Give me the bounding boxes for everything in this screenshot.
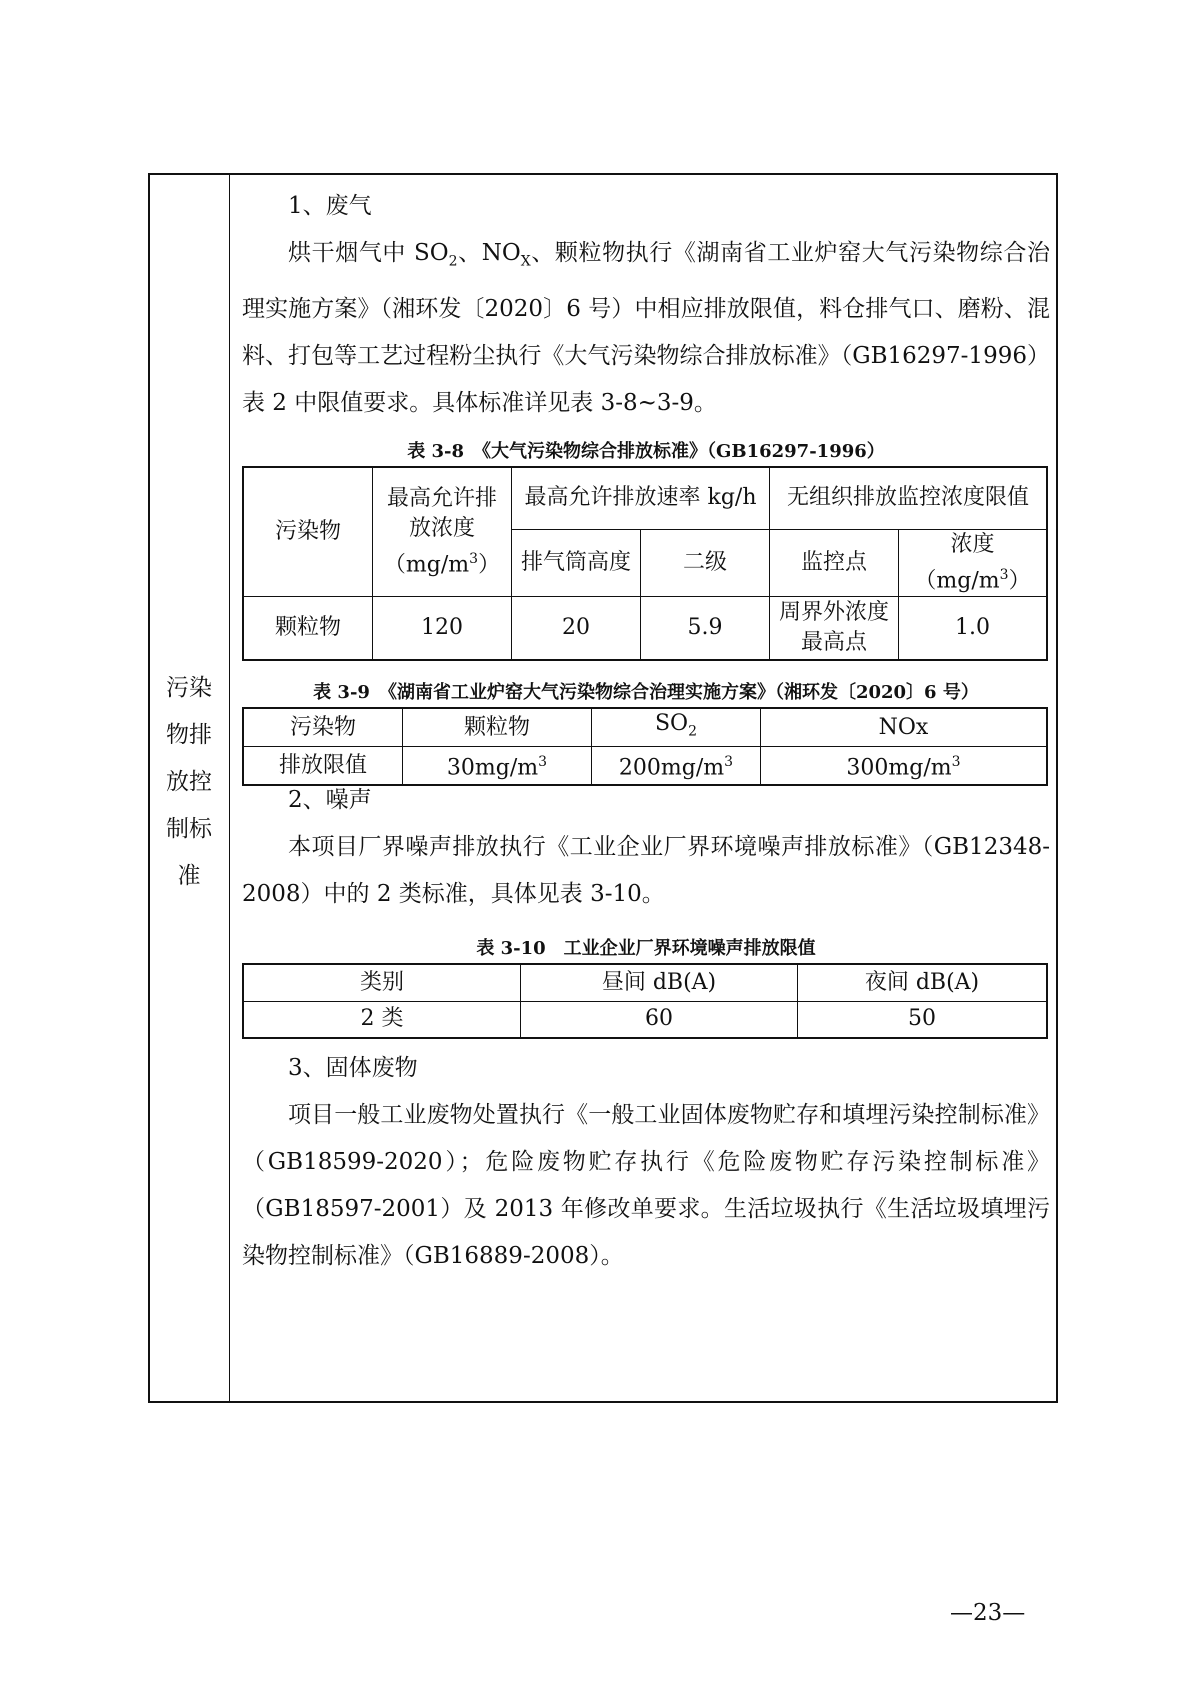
table-3-9 bbox=[242, 707, 1050, 786]
header-pollutant: 污染物 bbox=[243, 708, 403, 747]
category-column bbox=[150, 175, 230, 1401]
header-max-rate: 最高允许排放速率 kg/h bbox=[512, 467, 770, 529]
solid-waste-paragraph: 项目一般工业废物处置执行《一般工业固体废物贮存和填埋污染控制标准》（GB18599-2020）；危险废物贮存执行《危险废物贮存污染控制标准》（GB18597-2001）及 2013 年修改单要求。生活垃圾执行《生活垃圾填埋污染物控制标准》（GB16889-2008）。 bbox=[242, 1102, 1050, 1269]
table-3-8 bbox=[242, 466, 1050, 661]
table-3-8-caption: 表 3-8 《大气污染物综合排放标准》（GB16297-1996） bbox=[407, 441, 885, 462]
page-number: —23— bbox=[950, 1600, 1026, 1626]
table-3-9-caption: 表 3-9 《湖南省工业炉窑大气污染物综合治理实施方案》（湘环发〔2020〕6 号） bbox=[313, 682, 979, 703]
header-stack-height: 排气筒高度 bbox=[512, 529, 641, 596]
header-max-concentration: 最高允许排放浓度 $(mg/m^3)$ bbox=[373, 467, 512, 596]
noise-paragraph: 本项目厂界噪声排放执行《工业企业厂界环境噪声排放标准》（GB12348-2008）中的 2 类标准，具体见表 3-10。 bbox=[242, 834, 1050, 907]
section-heading-solid-waste: 3、固体废物 bbox=[288, 1055, 418, 1081]
table-3-10-caption: 表 3-10 工业企业厂界环境噪声排放限值 bbox=[476, 938, 816, 959]
header-unorganized-limit: 无组织排放监控浓度限值 bbox=[770, 467, 1048, 529]
section-waste-gas bbox=[242, 183, 1050, 427]
table-3-10 bbox=[242, 963, 1050, 1039]
table-row: 2 类 60 50 bbox=[243, 1001, 1047, 1038]
header-so2: $SO_2$ bbox=[592, 708, 761, 747]
waste-gas-paragraph: 烘干烟气中 $SO_2$、$NO_X$、颗粒物执行《湖南省工业炉窑大气污染物综合治理实施方案》（湘环发〔2020〕6 号）中相应排放限值，料仓排气口、磨粉、混料、打包等工艺过程粉尘执行《大气污染物综合排放标准》（GB16297-1996）表 2 中限值要求。具体标准详见表 3-8~3-9。 bbox=[242, 240, 1050, 416]
header-level-2: 二级 bbox=[641, 529, 770, 596]
header-concentration: 浓度 $(mg/m^3)$ bbox=[899, 529, 1048, 596]
category-label: 污染 物排 放控 制标 准 bbox=[166, 675, 212, 889]
section-solid-waste bbox=[242, 1045, 1050, 1280]
header-night: 夜间 dB(A) bbox=[798, 964, 1048, 1001]
header-day: 昼间 dB(A) bbox=[521, 964, 798, 1001]
header-category: 类别 bbox=[243, 964, 521, 1001]
header-pollutant: 污染物 bbox=[243, 467, 373, 596]
section-heading-noise: 2、噪声 bbox=[288, 787, 372, 813]
section-noise bbox=[242, 777, 1050, 918]
table-row: 颗粒物 120 20 5.9 周界外浓度最高点 1.0 bbox=[243, 596, 1047, 660]
document-frame bbox=[148, 173, 1058, 1403]
table-row: 排放限值 $30mg/m^3$ $200mg/m^3$ $300mg/m^3$ bbox=[243, 747, 1047, 785]
section-heading-waste-gas: 1、废气 bbox=[288, 193, 372, 219]
header-monitor-point: 监控点 bbox=[770, 529, 899, 596]
header-particulate: 颗粒物 bbox=[403, 708, 592, 747]
header-nox: NOx bbox=[761, 708, 1048, 747]
